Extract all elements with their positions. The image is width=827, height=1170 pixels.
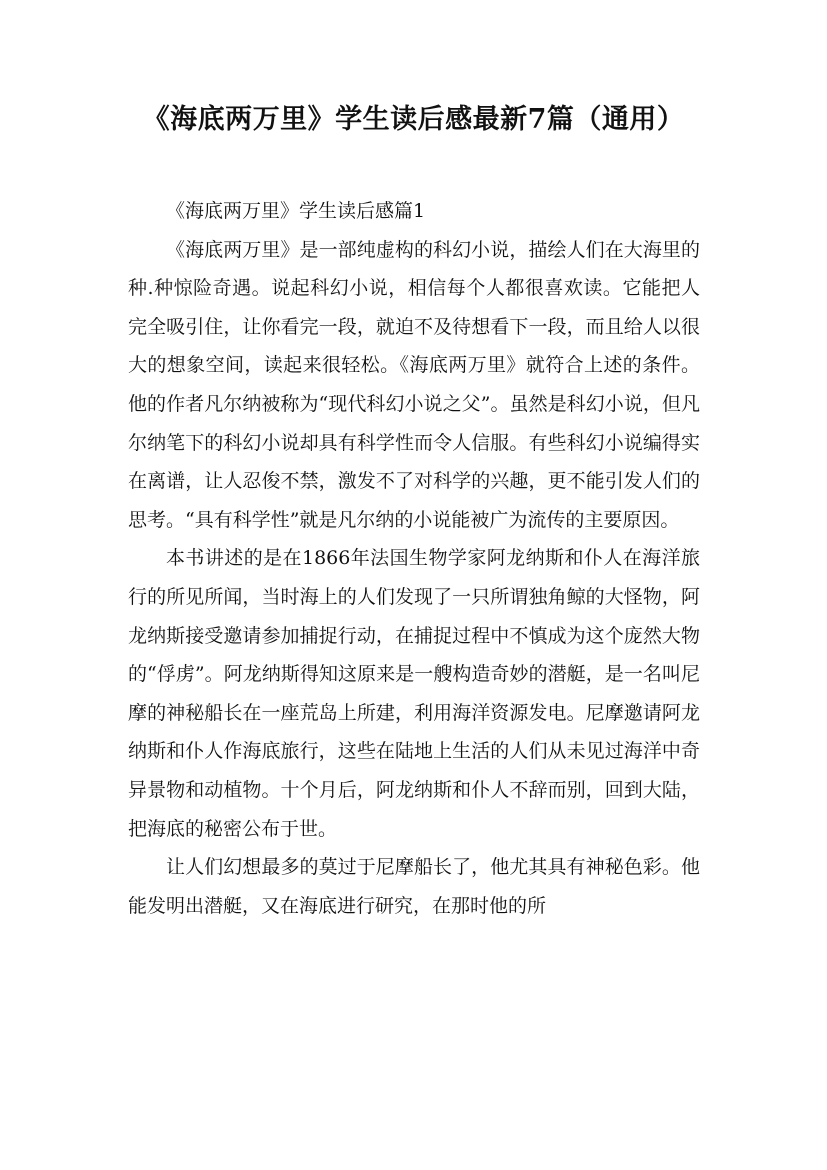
document-title: 《海底两万里》学生读后感最新7篇（通用） bbox=[142, 104, 685, 135]
section-heading: 《海底两万里》学生读后感篇1 bbox=[166, 200, 426, 222]
paragraph: 让人们幻想最多的莫过于尼摩船长了，他尤其具有神秘色彩。他能发明出潜艇，又在海底进行研究，在那时他的所 bbox=[128, 856, 700, 917]
document-body bbox=[128, 192, 700, 925]
paragraph: 本书讲述的是在1866年法国生物学家阿龙纳斯和仆人在海洋旅行的所见所闻，当时海上的人们发现了一只所谓独角鲸的大怪物，阿龙纳斯接受邀请参加捕捉行动，在捕捉过程中不慎成为这个庞然大物的“俘虏”。阿龙纳斯得知这原来是一艘构造奇妙的潜艇，是一名叫尼摩的神秘船长在一座荒岛上所建，利用海洋资源发电。尼摩邀请阿龙纳斯和仆人作海底旅行，这些在陆地上生活的人们从未见过海洋中奇异景物和动植物。十个月后，阿龙纳斯和仆人不辞而别，回到大陆，把海底的秘密公布于世。 bbox=[128, 547, 700, 840]
paragraph: 《海底两万里》是一部纯虚构的科幻小说，描绘人们在大海里的种.种惊险奇遇。说起科幻小说，相信每个人都很喜欢读。它能把人完全吸引住，让你看完一段，就迫不及待想看下一段，而且给人以很大的想象空间，读起来很轻松。《海底两万里》就符合上述的条件。他的作者凡尔纳被称为“现代科幻小说之父”。虽然是科幻小说，但凡尔纳笔下的科幻小说却具有科学性而令人信服。有些科幻小说编得实在离谱，让人忍俊不禁，激发不了对科学的兴趣，更不能引发人们的思考。“具有科学性”就是凡尔纳的小说能被广为流传的主要原因。 bbox=[128, 238, 700, 531]
